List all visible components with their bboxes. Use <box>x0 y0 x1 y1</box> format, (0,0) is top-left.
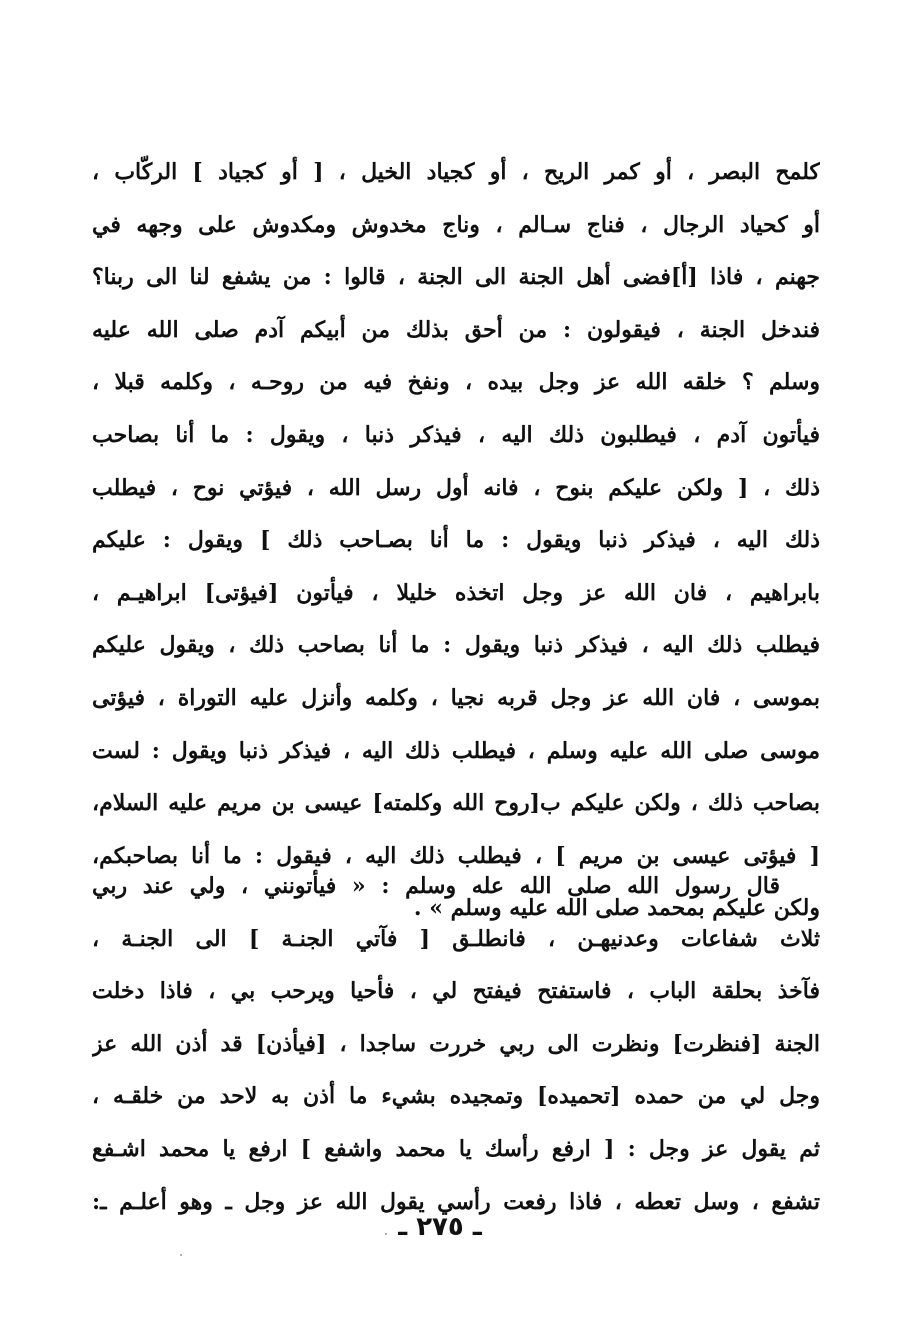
paragraph-2 <box>92 860 820 1228</box>
text-line: قال رسول الله صلى الله عله وسلم : « فيأتونني ، ولي عند ربي <box>92 873 780 899</box>
text-line: ثلاث شفاعات وعدنيهـن ، فانطلـق [ فآتي الجنـة ] الى الجنـة ، <box>92 925 820 952</box>
text-line: موسى صلى الله عليه وسلم ، فيطلب ذلك اليه ، فيذكر ذنبا ويقول : لست <box>92 737 820 764</box>
text-line: فآخذ بحلقة الباب ، فاستفتح فيفتح لي ، فأحيا ويرحب بي ، فاذا دخلت <box>92 978 820 1005</box>
text-line: وجل لي من حمده [تحميده] وتمجيده بشيء ما أذن به لاحد من خلقـه ، <box>92 1083 820 1110</box>
scan-speck <box>180 1254 182 1256</box>
text-line: الجنة [فنظرت] ونظرت الى ربي خررت ساجدا ، [فيأذن] قد أذن الله عز <box>92 1030 820 1057</box>
text-line: بموسى ، فان الله عز وجل قربه نجيا ، وكلمه وأنزل عليه التوراة ، فيؤتى <box>92 684 820 711</box>
text-line: فيأتون آدم ، فيطلبون ذلك اليه ، فيذكر ذنبا ، ويقول : ما أنا بصاحب <box>92 421 820 448</box>
text-line: بصاحب ذلك ، ولكن عليكم ب[روح الله وكلمته] عيسى بن مريم عليه السلام، <box>92 790 820 817</box>
text-line: تشفع ، وسل تعطه ، فاذا رفعت رأسي يقول الله عز وجل ـ وهو أعلـم ـ: <box>92 1188 820 1215</box>
text-line: [ فيؤتى عيسى بن مريم ] ، فيطلب ذلك اليه ، فيقول : ما أنا بصاحبكم، <box>92 842 820 869</box>
text-line: بابراهيم ، فان الله عز وجل اتخذه خليلا ، فيأتون [فيؤتى] ابراهيـم ، <box>92 579 820 606</box>
text-line: كلمح البصر ، أو كمر الريح ، أو كجياد الخيل ، [ أو كجياد ] الركّاب ، <box>92 159 820 185</box>
text-line: ذلك ، [ ولكن عليكم بنوح ، فانه أول رسل الله ، فيؤتي نوح ، فيطلب <box>92 474 820 501</box>
text-line: ذلك اليه ، فيذكر ذنبا ويقول : ما أنا بصـاحب ذلك ] ويقول : عليكم <box>92 527 820 554</box>
text-line: أو كحياد الرجال ، فناج سـالم ، وناج مخدوش ومكدوش على وجهه في <box>92 211 820 238</box>
text-line: وسلم ؟ خلقه الله عز وجل بيده ، ونفخ فيه من روحـه ، وكلمه قبلا ، <box>92 369 820 396</box>
scan-speck <box>385 1233 387 1235</box>
text-line: ولكن عليكم بمحمد صلى الله عليه وسلم » . <box>413 895 820 922</box>
text-line: فندخل الجنة ، فيقولون : من أحق بذلك من أبيكم آدم صلى الله عليه <box>92 316 820 343</box>
text-line: ثم يقول عز وجل : [ ارفع رأسك يا محمد واشفع ] ارفع يا محمد اشـفع <box>92 1135 820 1162</box>
text-line: فيطلب ذلك اليه ، فيذكر ذنبا ويقول : ما أنا بصاحب ذلك ، ويقول عليكم <box>92 632 820 659</box>
text-line: جهنم ، فاذا [أ]فضى أهل الجنة الى الجنة ، قالوا : من يشفع لنا الى ربنا؟ <box>92 264 820 291</box>
paragraph-1 <box>92 146 820 935</box>
page-number: ـ ٢٧٥ ـ <box>398 1212 482 1242</box>
